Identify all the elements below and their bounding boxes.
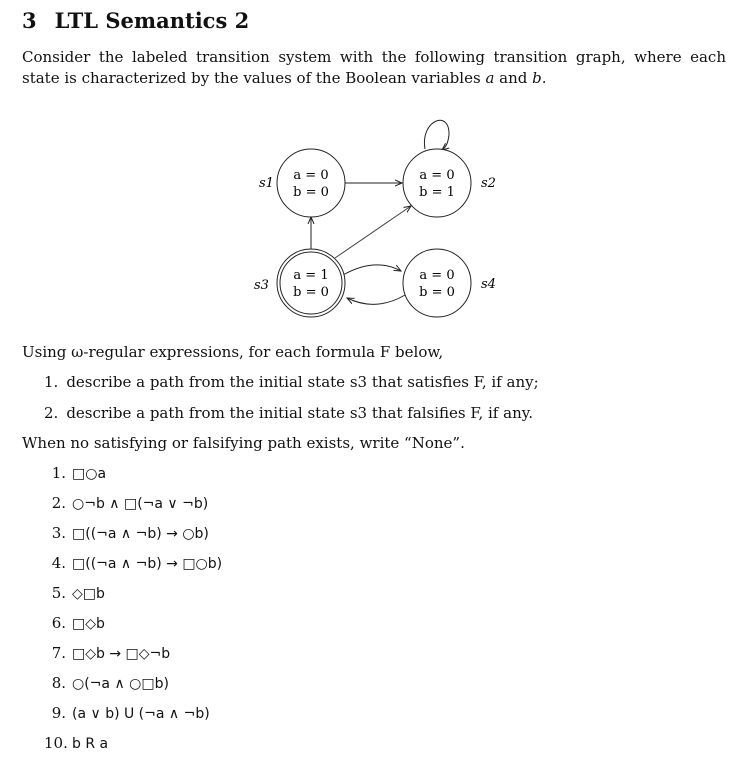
- formula-number: 6.: [51, 614, 66, 632]
- formula-text: (a ∨ b) U (¬a ∧ ¬b): [72, 706, 210, 722]
- task-item: [44, 373, 539, 404]
- intro-period: .: [541, 69, 547, 87]
- state-s1: [259, 149, 345, 217]
- state-s3-label: s3: [254, 278, 269, 293]
- formula-text: □◇b → □◇¬b: [72, 646, 171, 662]
- state-s2: [403, 149, 496, 217]
- state-s4-b: b = 0: [419, 285, 455, 300]
- formula-number: 5.: [51, 584, 66, 602]
- intro-var-a: a: [485, 69, 495, 87]
- state-s2-a: a = 0: [419, 168, 455, 183]
- state-s4-a: a = 0: [419, 268, 455, 283]
- state-s4-label: s4: [481, 277, 496, 292]
- formula-item: [44, 464, 106, 482]
- edge-s3-s4: [343, 265, 401, 275]
- formula-text: ◇□b: [72, 586, 105, 602]
- formula-number: 8.: [51, 674, 66, 692]
- formula-number: 4.: [51, 554, 66, 572]
- formula-text: b R a: [72, 736, 109, 752]
- formula-item: [44, 494, 208, 512]
- none-note: When no satisfying or falsifying path exists, write “None”.: [22, 434, 465, 452]
- state-s4: [403, 249, 496, 317]
- state-s3-b: b = 0: [293, 285, 329, 300]
- formula-number: 10.: [44, 734, 68, 752]
- formula-number: 3.: [51, 524, 66, 542]
- formula-item: [44, 614, 105, 632]
- task-list: [44, 373, 539, 435]
- state-s3: [254, 249, 345, 317]
- state-s1-a: a = 0: [293, 168, 329, 183]
- task-text: describe a path from the initial state s3 that satisfies F, if any;: [66, 373, 539, 391]
- formula-item: [44, 734, 108, 752]
- intro-text: Consider the labeled transition system with the following transition graph, where each state is characterized by the values of the Boolean variables: [22, 48, 726, 87]
- formula-text: □◇b: [72, 616, 105, 632]
- formula-item: [44, 554, 222, 572]
- state-s1-label: s1: [259, 176, 274, 191]
- formula-item: [44, 704, 210, 722]
- intro-var-b: b: [532, 69, 542, 87]
- task-text: describe a path from the initial state s3 that falsifies F, if any.: [66, 404, 533, 422]
- state-s2-label: s2: [481, 176, 496, 191]
- formula-number: 9.: [51, 704, 66, 722]
- state-s3-a: a = 1: [293, 268, 329, 283]
- state-s1-b: b = 0: [293, 185, 329, 200]
- edge-s3-s2: [335, 206, 411, 258]
- formula-item: [44, 644, 170, 662]
- task-item: [44, 404, 539, 435]
- transition-graph: [0, 0, 744, 340]
- edge-s2-self-loop: [424, 120, 449, 150]
- section-title: LTL Semantics 2: [54, 8, 250, 33]
- formula-text: ○(¬a ∧ ○□b): [72, 676, 169, 692]
- edge-s4-s3: [347, 295, 405, 304]
- state-s2-b: b = 1: [419, 185, 455, 200]
- task-number: 2.: [44, 404, 59, 422]
- task-number: 1.: [44, 373, 59, 391]
- formula-number: 7.: [51, 644, 66, 662]
- formula-text: □((¬a ∧ ¬b) → ○b): [72, 526, 209, 542]
- formula-item: [44, 674, 169, 692]
- prompt-text: Using ω-regular expressions, for each formula F below,: [22, 343, 444, 361]
- formula-text: ○¬b ∧ □(¬a ∨ ¬b): [72, 496, 209, 512]
- formula-item: [44, 584, 105, 602]
- section-number: 3: [22, 8, 37, 33]
- formula-item: [44, 524, 209, 542]
- formula-text: □○a: [72, 466, 107, 482]
- intro-and: and: [494, 69, 533, 87]
- formula-number: 2.: [51, 494, 66, 512]
- formula-number: 1.: [51, 464, 66, 482]
- formula-text: □((¬a ∧ ¬b) → □○b): [72, 556, 223, 572]
